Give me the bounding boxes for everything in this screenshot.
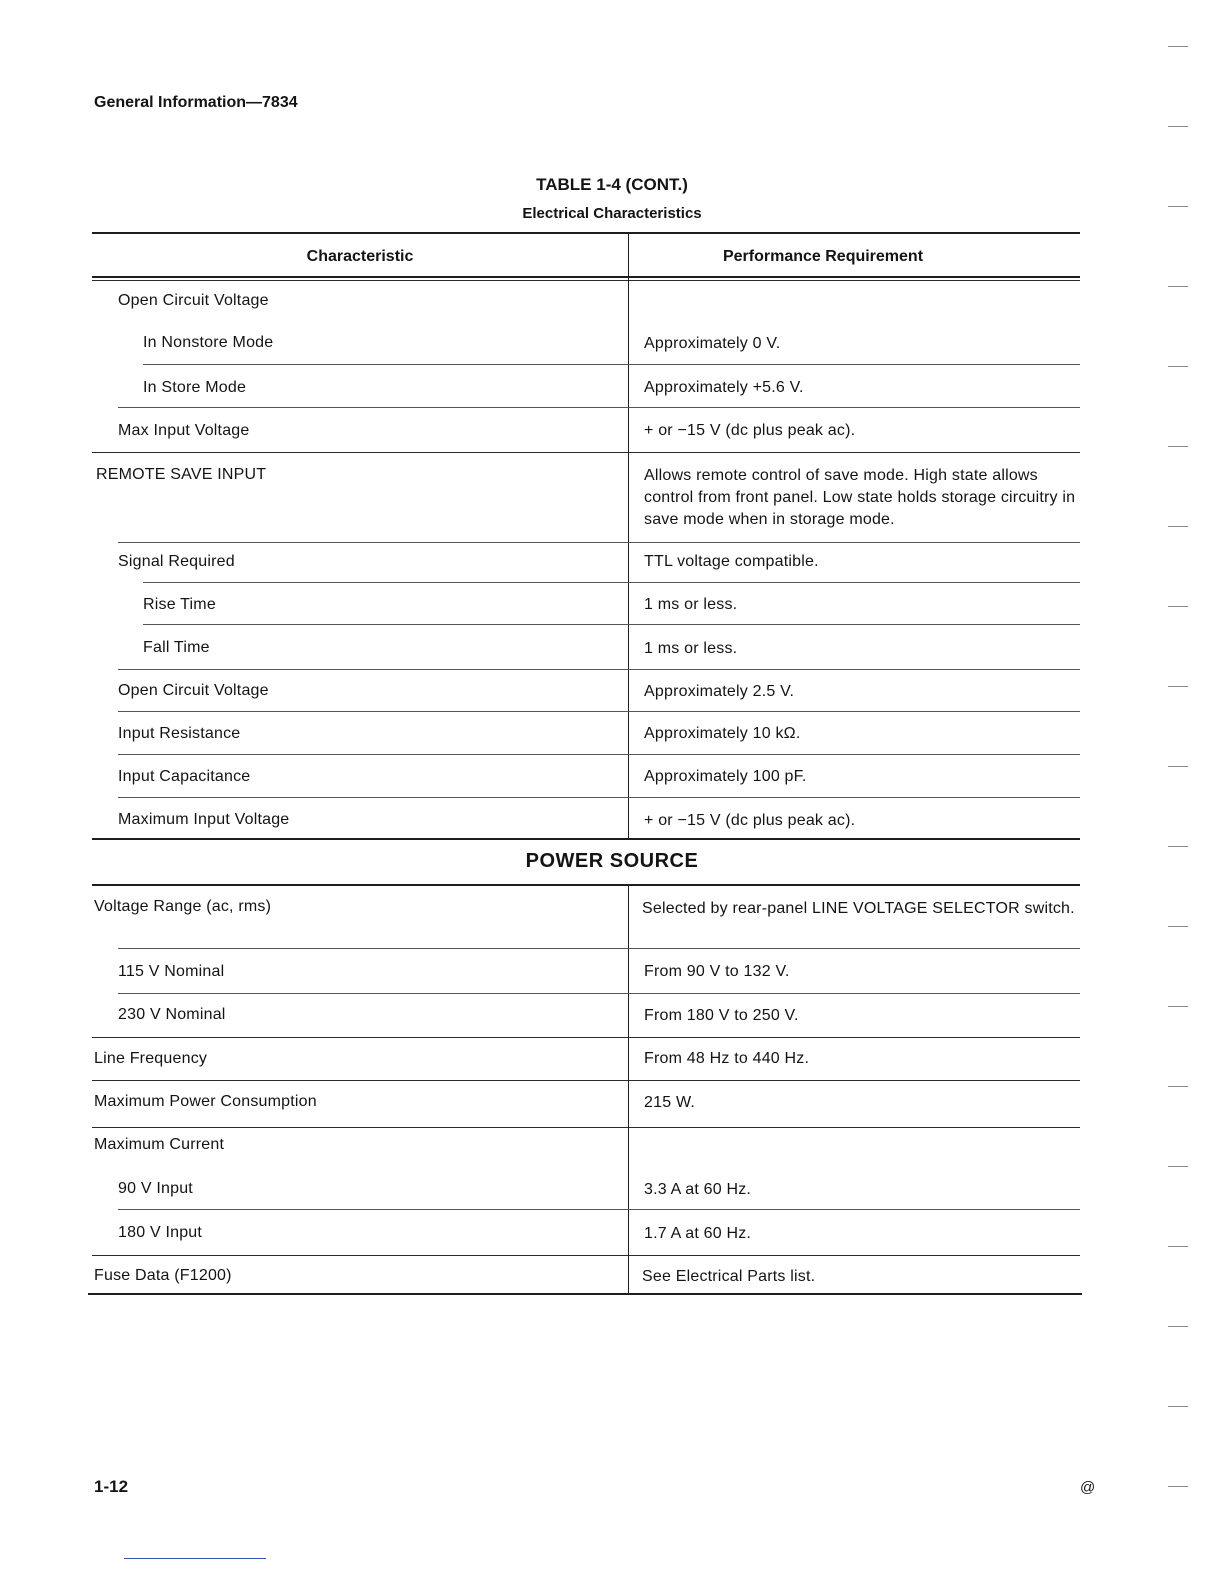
table-row-req: 3.3 A at 60 Hz. xyxy=(644,1181,752,1198)
table-row-char: 90 V Input xyxy=(118,1180,193,1197)
row-rule xyxy=(118,797,1080,798)
table-row-char: REMOTE SAVE INPUT xyxy=(96,466,267,483)
table-row-req: + or −15 V (dc plus peak ac). xyxy=(644,422,856,439)
table-row-req: From 180 V to 250 V. xyxy=(644,1007,799,1024)
row-rule xyxy=(118,754,1080,755)
margin-tick xyxy=(1168,1486,1188,1487)
row-rule xyxy=(143,364,1080,365)
table-row-req: Approximately 100 pF. xyxy=(644,768,807,785)
row-rule xyxy=(118,1209,1080,1210)
column-divider xyxy=(628,884,629,1294)
margin-tick xyxy=(1168,766,1188,767)
row-rule xyxy=(92,1037,1080,1038)
row-rule xyxy=(92,1080,1080,1081)
row-rule xyxy=(118,993,1080,994)
row-rule xyxy=(92,1127,1080,1128)
table-row-char: Input Capacitance xyxy=(118,768,251,785)
margin-tick xyxy=(1168,46,1188,47)
row-rule xyxy=(92,452,1080,453)
margin-tick xyxy=(1168,1166,1188,1167)
table-row-req: Approximately +5.6 V. xyxy=(644,379,804,396)
table-row-char: Fall Time xyxy=(143,639,210,656)
table-row-req: 215 W. xyxy=(644,1094,696,1111)
margin-tick xyxy=(1168,526,1188,527)
section-title-power-source: POWER SOURCE xyxy=(525,850,699,872)
section-rule xyxy=(92,838,1080,840)
margin-tick xyxy=(1168,286,1188,287)
table-row-char: Maximum Input Voltage xyxy=(118,811,290,828)
row-rule xyxy=(143,582,1080,583)
table-row-char: Maximum Current xyxy=(94,1136,225,1153)
table-row-char: Voltage Range (ac, rms) xyxy=(94,898,272,915)
table-row-char: Maximum Power Consumption xyxy=(94,1093,317,1110)
table-row-req: Approximately 2.5 V. xyxy=(644,683,795,700)
margin-tick xyxy=(1168,1006,1188,1007)
table-row-req: Allows remote control of save mode. High state allows control from front panel. Low state holds storage circuitry in save mode when in storage mode. xyxy=(644,467,1076,528)
table-row-char: 180 V Input xyxy=(118,1224,203,1241)
row-rule xyxy=(92,1255,1080,1256)
margin-tick xyxy=(1168,606,1188,607)
header-bottom-rule-2 xyxy=(92,280,1080,281)
column-header-characteristic: Characteristic xyxy=(306,248,414,265)
table-row-req: See Electrical Parts list. xyxy=(642,1268,816,1285)
table-row-req: Approximately 10 kΩ. xyxy=(644,725,801,742)
table-row-char: Input Resistance xyxy=(118,725,241,742)
table-top-rule xyxy=(92,232,1080,234)
table-row-req: + or −15 V (dc plus peak ac). xyxy=(644,812,856,829)
table-row-req: From 90 V to 132 V. xyxy=(644,963,790,980)
table-row-char: Max Input Voltage xyxy=(118,422,250,439)
page-header: General Information—7834 xyxy=(94,94,298,111)
margin-tick xyxy=(1168,1246,1188,1247)
row-rule xyxy=(118,711,1080,712)
table-bottom-rule xyxy=(88,1293,1082,1295)
table-row-req: From 48 Hz to 440 Hz. xyxy=(644,1050,810,1067)
table-subtitle: Electrical Characteristics xyxy=(522,205,702,222)
table-row-req: TTL voltage compatible. xyxy=(644,553,819,570)
table-row-req: 1 ms or less. xyxy=(644,596,738,613)
column-header-requirement: Performance Requirement xyxy=(722,248,924,265)
table-row-char: Line Frequency xyxy=(94,1050,208,1067)
row-rule xyxy=(118,407,1080,408)
margin-tick xyxy=(1168,846,1188,847)
row-rule xyxy=(118,542,1080,543)
bottom-divider xyxy=(124,1558,266,1559)
row-rule xyxy=(118,948,1080,949)
table-row-req: 1.7 A at 60 Hz. xyxy=(644,1225,752,1242)
table-row-char: Rise Time xyxy=(143,596,216,613)
margin-tick xyxy=(1168,366,1188,367)
margin-tick xyxy=(1168,446,1188,447)
table-row-char: Signal Required xyxy=(118,553,235,570)
column-divider xyxy=(628,232,629,838)
table-row-char: 230 V Nominal xyxy=(118,1006,226,1023)
margin-tick xyxy=(1168,206,1188,207)
margin-tick xyxy=(1168,926,1188,927)
row-rule xyxy=(143,624,1080,625)
page-number: 1-12 xyxy=(94,1477,129,1496)
margin-tick xyxy=(1168,126,1188,127)
margin-tick xyxy=(1168,686,1188,687)
row-rule xyxy=(118,669,1080,670)
table-title: TABLE 1-4 (CONT.) xyxy=(536,175,688,194)
table-row-char: In Store Mode xyxy=(143,379,247,396)
table-row-req: Selected by rear-panel LINE VOLTAGE SELECTOR switch. xyxy=(642,900,1075,917)
section-rule xyxy=(92,884,1080,886)
margin-tick xyxy=(1168,1406,1188,1407)
table-row-char: In Nonstore Mode xyxy=(143,334,274,351)
table-row-req: 1 ms or less. xyxy=(644,640,738,657)
table-row-char: Open Circuit Voltage xyxy=(118,682,269,699)
table-row-char: Open Circuit Voltage xyxy=(118,292,269,309)
table-row-char: 115 V Nominal xyxy=(118,963,225,980)
margin-tick xyxy=(1168,1086,1188,1087)
table-row-req: Approximately 0 V. xyxy=(644,335,781,352)
margin-tick xyxy=(1168,1326,1188,1327)
header-bottom-rule xyxy=(92,276,1080,278)
table-row-char: Fuse Data (F1200) xyxy=(94,1267,232,1284)
publisher-mark: @ xyxy=(1080,1479,1096,1496)
